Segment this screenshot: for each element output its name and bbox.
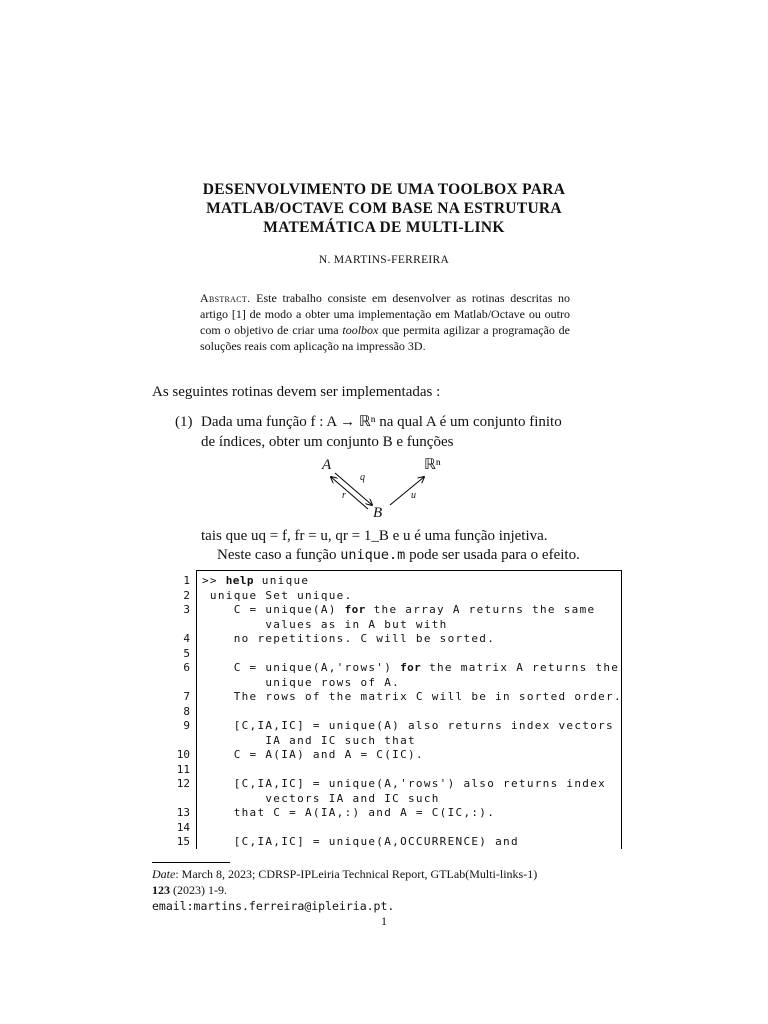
code-line-number: 11 [176,762,190,776]
abstract-toolbox-word: toolbox [342,323,379,337]
code-line-number: 10 [176,748,190,761]
arrow-q [335,473,372,505]
code-line [160,835,620,849]
code-line-number: 15 [176,835,190,848]
code-line [160,719,620,733]
paper-title [0,180,768,237]
code-line [160,574,620,588]
code-line-number: 14 [176,820,190,834]
code-line [160,632,620,646]
code-line-text: unique Set unique. [202,588,353,602]
abstract-text-before: Este trabalho consiste em desenvolver as rotinas descritas no artigo [1] de modo a obter uma implementação em Matlab/Octave ou outro com o objetivo de criar uma [200,291,570,337]
arrow-u [390,477,424,505]
abstract [200,290,570,354]
code-line [160,676,620,690]
footnote-rule [152,862,230,863]
code-line-number: 8 [183,704,190,718]
item-1-number: (1) [175,414,193,430]
code-line-text: C = A(IA) and A = C(IC). [202,748,424,761]
label-r: r [342,490,346,501]
node-b: B [373,505,383,521]
code-line-text: values as in A but with [202,617,448,631]
code-line [160,821,620,835]
footnote-date-text: : March 8, 2023; CDRSP-IPLeiria Technical Report, GTLab(Multi-links-1) [175,867,538,881]
code-line [160,806,620,820]
footnote-date-label: Date [152,867,176,881]
code-line-text: no repetitions. C will be sorted. [202,632,496,645]
code-line-text: >> help unique [202,574,310,587]
label-u: u [411,490,416,501]
footnote-volume-line [152,882,622,898]
code-keyword: for [400,661,422,674]
code-line [160,647,620,661]
code-line-number: 1 [183,574,190,587]
footnote [152,866,622,914]
usage-after: pode ser usada para o efeito. [409,547,580,563]
title-line-1: DESENVOLVIMENTO DE UMA TOOLBOX PARA [202,181,566,198]
abstract-text-after: que permita agilizar a programação de soluções reais com aplicação na impressão 3D. [200,323,570,353]
footnote-date-line [152,866,622,882]
code-line-number: 13 [176,806,190,819]
footnote-volume-rest: (2023) 1-9. [173,883,227,897]
title-line-2: MATLAB/OCTAVE COM BASE NA ESTRUTURA [206,200,562,217]
code-line-text: unique rows of A. [202,675,401,689]
code-line [160,763,620,777]
author: N. MARTINS-FERREIRA [318,254,450,266]
intro-text: As seguintes rotinas devem ser implementadas : [152,384,441,400]
code-line [160,618,620,632]
code-line-number: 5 [183,646,190,660]
code-line-number: 3 [183,603,190,616]
item-1-line-2: de índices, obter um conjunto B e funções [201,434,454,450]
node-rn: ℝⁿ [424,457,441,473]
commutative-diagram [300,455,460,525]
usage-code: unique.m [340,547,406,563]
usage-before: Neste caso a função [217,547,337,563]
item-1-line-1: Dada uma função f : A → ℝⁿ na qual A é um conjunto finito [201,414,562,430]
code-keyword: for [344,603,366,616]
code-line-text: vectors IA and IC such [202,791,440,805]
code-line [160,603,620,617]
code-line-number: 4 [183,632,190,645]
code-line [160,690,620,704]
title-line-3: MATEMÁTICA DE MULTI-LINK [263,219,505,236]
code-line [160,589,620,603]
code-line-number: 7 [183,690,190,703]
code-keyword: help [225,574,254,587]
code-listing [160,570,620,850]
label-q: q [360,472,365,483]
code-line-text: [C,IA,IC] = unique(A,'rows') also returns index [202,777,607,790]
page-number: 1 [381,914,387,928]
code-line-text: C = unique(A) for the array A returns the same [202,603,596,616]
conditions-text: tais que uq = f, fr = u, qr = 1_B e u é uma função injetiva. [201,528,548,544]
code-line-number: 2 [183,588,190,602]
footnote-volume: 123 [152,883,170,897]
code-line [160,748,620,762]
code-line-text: [C,IA,IC] = unique(A,OCCURRENCE) and [202,835,519,848]
code-line [160,734,620,748]
code-line [160,661,620,675]
footnote-email: email:martins.ferreira@ipleiria.pt. [152,899,395,913]
code-line [160,792,620,806]
abstract-head: Abstract. [200,291,251,305]
code-line [160,777,620,791]
code-line-text: [C,IA,IC] = unique(A) also returns index vectors [202,719,614,732]
code-line-number: 9 [183,719,190,732]
code-line-text: The rows of the matrix C will be in sorted order. [202,690,622,703]
usage-text [217,545,637,565]
code-line [160,705,620,719]
node-a: A [322,457,332,473]
code-line-text: that C = A(IA,:) and A = C(IC,:). [202,806,496,819]
code-line-number: 12 [176,777,190,790]
code-line-text: C = unique(A,'rows') for the matrix A returns the [202,661,620,674]
code-line-number: 6 [183,661,190,674]
code-line-text: IA and IC such that [202,733,416,747]
